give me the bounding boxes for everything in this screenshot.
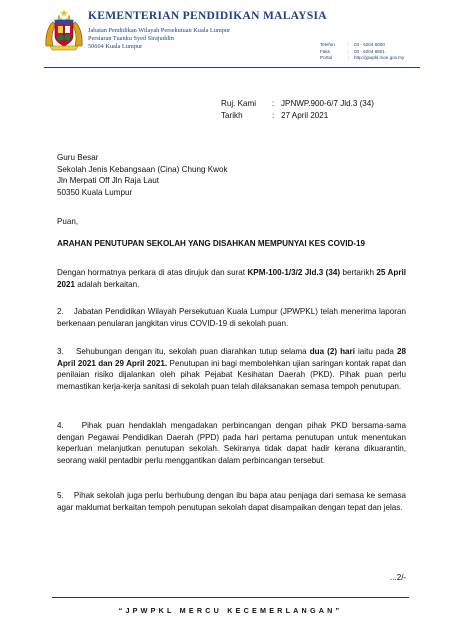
footer-motto: “JPWPKL MERCU KECEMERLANGAN”: [118, 606, 343, 615]
letterhead-address: [88, 27, 230, 52]
contact-portal: Portal : http://jpwpkl.moe.gov.my: [320, 55, 405, 61]
recipient-address: [57, 152, 228, 198]
letter-reference-date: 25 April 2021: [57, 268, 406, 289]
contact-phone: Telefon : 03 - 6204 6000: [320, 42, 385, 47]
recipient-line: Jln Merpati Off Jln Raja Laut: [57, 176, 159, 186]
reference-number: JPNWP.900-6/7 Jld.3 (34): [281, 99, 374, 108]
address-line: Persiaran Tuanku Syed Sirajuddin: [88, 35, 174, 43]
letter-subject: ARAHAN PENUTUPAN SEKOLAH YANG DISAHKAN MEMPUNYAI KES COVID-19: [57, 239, 366, 248]
date-row: Tarikh : 27 April 2021: [221, 110, 329, 120]
letterhead-contact: [320, 42, 404, 62]
paragraph-5: 5. Pihak sekolah juga perlu berhubung dengan ibu bapa atau penjaga dari semasa ke semasa agar maklumat berkaitan tempoh penutupan sekolah dapat disampaikan dengan tepat dan jelas.: [57, 491, 406, 512]
malaysia-coat-of-arms-icon: [44, 8, 84, 52]
contact-fax: Faks : 03 - 6204 6801: [320, 48, 385, 54]
recipient-line: Sekolah Jenis Kebangsaan (Cina) Chung Kwok: [57, 164, 228, 174]
paragraph-2: 2. Jabatan Pendidikan Wilayah Persekutuan Kuala Lumpur (JPWPKL) telah menerima laporan berkenaan penularan jangkitan virus COVID-19 di sekolah puan.: [57, 307, 406, 328]
closure-dates: 28 April 2021 dan 29 April 2021.: [57, 347, 406, 368]
letter-date: 27 April 2021: [281, 110, 329, 120]
salutation: Puan,: [57, 217, 79, 226]
reference-block: [221, 98, 374, 121]
address-line: 50604 Kuala Lumpur: [88, 43, 143, 51]
ministry-name: KEMENTERIAN PENDIDIKAN MALAYSIA: [88, 10, 327, 22]
letter-reference: KPM-100-1/3/2 Jld.3 (34): [247, 268, 341, 277]
page-continuation-marker: ...2/-: [390, 573, 407, 582]
paragraph-1: Dengan hormatnya perkara di atas dirujuk dan surat KPM-100-1/3/2 Jld.3 (34) bertarikh 25 April 2021 adalah berkaitan.: [57, 268, 406, 289]
portal-link[interactable]: http://jpwpkl.moe.gov.my: [354, 55, 405, 61]
paragraph-3: 3. Sehubungan dengan itu, sekolah puan diarahkan tutup selama dua (2) hari iaitu pada 28 April 2021 dan 29 April 2021. Penutupan ini bagi membolehkan ujian saringan kontak rapat dan penilaian risiko dijalankan oleh pihak Pejabat Kesihatan Daerah (PKD). Pihak puan perlu memastikan kerja-kerja sanitasi di sekolah puan telah dilaksanakan semasa tempoh penutupan.: [57, 347, 406, 391]
paragraph-4: 4. Pihak puan hendaklah mengadakan perbincangan dengan pihak PKD bersama-sama dengan Pegawai Pendidikan Daerah (PPD) pada hari pertama penutupan untuk menentukan keperluan melanjutkan penutupan sekolah. Sekiranya tidak dapat hadir kerana dikuarantin, seorang wakil pentadbir perlu menggantikan dalam perbincangan tersebut.: [57, 421, 406, 465]
address-line: Jabatan Pendidikan Wilayah Persekutuan Kuala Lumpur: [88, 27, 231, 34]
letterhead-divider: [44, 67, 420, 68]
closure-duration: dua (2) hari: [309, 347, 355, 356]
recipient-line: 50350 Kuala Lumpur: [57, 187, 133, 197]
reference-number-row: Ruj. Kami : JPNWP.900-6/7 Jld.3 (34): [221, 99, 374, 108]
footer-divider: [52, 597, 409, 598]
recipient-line: Guru Besar: [57, 153, 99, 162]
